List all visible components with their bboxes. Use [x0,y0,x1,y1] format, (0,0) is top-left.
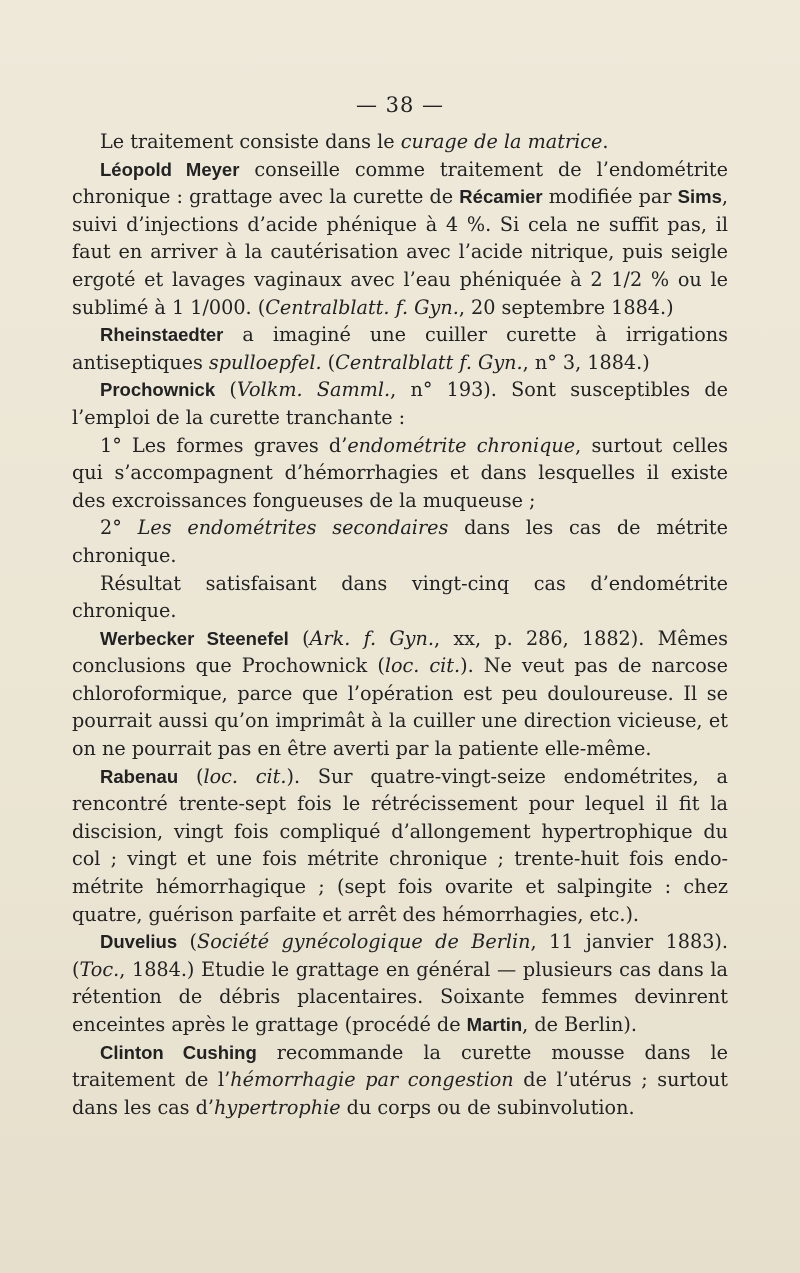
text-run: ( [178,764,204,788]
text-run: modifiée par [542,185,678,209]
italic-text: Toc. [79,957,120,981]
text-run: , de Berlin). [522,1013,637,1036]
author-name: Récamier [459,186,543,208]
text-run: , n° 193). Sont susceptibles de l’emploi de la curette tranchante : [72,378,729,429]
author-name: Léopold Meyer [100,158,240,180]
italic-text: hémorrhagie par congestion [230,1068,514,1092]
author-name: Prochownick [100,379,216,401]
text-run: ). Ne veut pas de narcose chloroformique, parce que l’opération est peu douloureuse. Il se pourrait aussi qu’on imprimât à la cuiller une direction vicieuse, et on ne pourrait pas en être averti par la patiente elle-même. [72,654,728,761]
text-run: du corps ou de subinvolution. [340,1095,635,1119]
text-run: , 11 janvier 1883). ( [72,930,728,981]
italic-text: loc. cit. [384,654,461,678]
text-run: recommande la curette mousse dans le traitement de l’ [72,1040,728,1092]
italic-text: spulloepfel. [208,350,322,374]
paragraph-p6 [72,514,728,569]
author-name: Martin [466,1014,523,1035]
text-run: conseille comme traitement de l’endométrite chronique : grattage avec la curette de [72,157,728,209]
paragraph-p3 [72,321,728,376]
paragraph-p8 [72,625,728,763]
text-run: ( [288,626,310,650]
paragraph-p1 [72,128,728,156]
text-run: Le traitement consiste dans le [100,130,401,153]
italic-text: Centralblatt. f. Gyn. [265,295,459,319]
paragraph-p11 [72,1039,728,1122]
body-text [72,128,728,1121]
text-run: ( [215,378,237,402]
italic-text: curage de la matrice [400,130,603,153]
text-run: , n° 3, 1884.) [522,350,650,374]
author-name: Rabenau [100,765,179,787]
italic-text: endométrite chronique [347,433,576,457]
text-run: 1° Les formes graves d’ [100,433,348,457]
text-run: . [602,130,609,153]
author-name: Sims [677,186,722,208]
text-run: ( [177,930,198,954]
paragraph-p5 [72,432,728,515]
paragraph-p4 [72,376,728,431]
paragraph-p2 [72,156,728,322]
text-run: ). Sur quatre-vingt-seize endométrites, a rencontré trente-sept fois le rétrécissement pour lequel il fit la discision, vingt fois compliqué d’allongement hypertrophique du col ; vingt et une fois métrite chronique ; trente-huit fois endo-métrite hémorrhagique ; (sept fois ovarite et salpingite : chez quatre, guérison parfaite et arrêt des hémorrhagies, etc.). [72,764,729,926]
text-run: a imaginé une cuiller curette à irrigations antiseptiques [72,323,728,374]
italic-text: Volkm. Samml. [236,378,391,402]
text-run: , surtout celles qui s’accompagnent d’hémorrhagies et dans lesquelles il existe des excroissances fongueuses de la muqueuse ; [72,433,728,512]
text-run: , 20 septembre 1884.) [458,295,674,319]
italic-text: Les endométrites secondaires [137,516,449,540]
italic-text: Ark. f. Gyn. [309,626,434,650]
italic-text: Société gynécologique de Berlin [197,930,531,954]
paragraph-p7 [72,570,728,625]
italic-text: Centralblatt f. Gyn. [335,350,523,374]
text-run: dans les cas de métrite chronique. [72,516,728,567]
text-run: ( [321,350,336,374]
text-run: Résultat satisfaisant dans vingt-cinq cas d’endométrite chronique. [72,571,728,623]
italic-text: loc. cit. [203,764,287,788]
author-name: Werbecker Steenefel [100,627,289,649]
text-run: , suivi d’injections d’acide phénique à 4 %. Si cela ne suffit pas, il faut en arriver à la cautérisation avec l’acide nitrique, puis seigle ergoté et lavages vaginaux avec l’eau phéniquée à 2 1/2 % ou le sublimé à 1 1/000. ( [72,185,728,319]
author-name: Duvelius [100,931,178,953]
author-name: Clinton Cushing [100,1041,257,1063]
text-run: , xx, p. 286, 1882). Mêmes conclusions que Prochownick ( [72,626,729,678]
page-number: — 38 — [355,93,445,117]
text-run: , 1884.) Etudie le grattage en général — plusieurs cas dans la rétention de débris placentaires. Soixante femmes devinrent enceintes après le grattage (procédé de [72,957,728,1036]
italic-text: hypertrophie [213,1095,341,1119]
text-run: de l’utérus ; surtout dans les cas d’ [72,1068,728,1119]
paragraph-p10 [72,928,728,1038]
text-run: 2° [100,516,138,540]
author-name: Rheinstaedter [100,324,224,346]
paragraph-p9 [72,763,728,929]
